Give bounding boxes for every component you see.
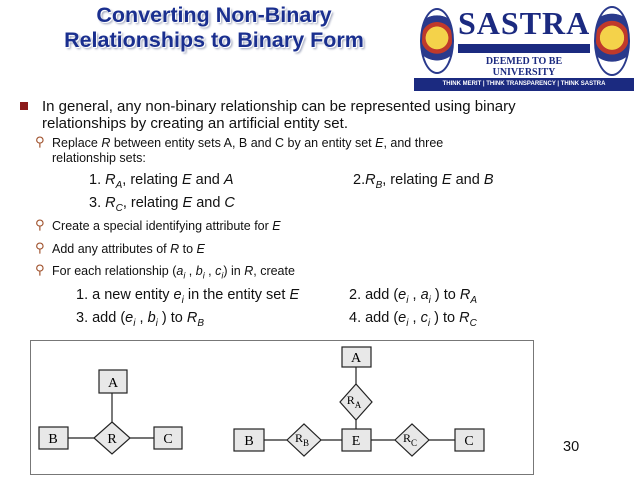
- university-logo: [414, 0, 634, 94]
- entity-a-label-right: A: [350, 351, 362, 366]
- entity-a-label: A: [107, 376, 119, 391]
- sub-bullet-replace-line-1: Replace R between entity sets A, B and C by an entity set E, and three: [52, 136, 444, 150]
- relationship-ra: 1. $R_A$, relating E and A: [89, 172, 234, 191]
- hollow-bullet-icon: ⚲: [35, 218, 45, 233]
- logo-subtitle: DEEMED TO BE UNIVERSITY: [485, 56, 563, 78]
- relationship-rb-label: $R_B$: [294, 431, 310, 448]
- create-item-1: 1. a new entity $e_i$ in the entity set E: [76, 287, 300, 306]
- entity-e-label: E: [351, 434, 361, 449]
- hollow-bullet-icon: ⚲: [35, 241, 45, 256]
- left-seal-icon: [420, 8, 454, 74]
- create-item-2: 2. add ($e_i$ , $a_i$ ) to $R_A$: [349, 287, 478, 306]
- slide-number: 30: [563, 439, 580, 455]
- sub-bullet-identifier: ⚲ Create a special identifying attribute for E: [35, 218, 281, 233]
- er-diagram: [31, 341, 532, 473]
- entity-c-label-right: C: [464, 434, 474, 449]
- relationship-r-label: R: [107, 432, 117, 447]
- title-line-1: Converting Non-Binary: [96, 3, 332, 27]
- hollow-bullet-icon: ⚲: [35, 263, 45, 278]
- hollow-bullet-icon: ⚲: [35, 135, 45, 150]
- title-line-2: Relationships to Binary Form: [64, 28, 364, 52]
- entity-c-label: C: [163, 432, 173, 447]
- entity-b-label-right: B: [244, 434, 254, 449]
- logo-brand: SASTRA: [458, 5, 591, 41]
- create-item-4: 4. add ($e_i$ , $c_i$ ) to $R_C$: [349, 310, 477, 329]
- sub-bullet-attributes: ⚲ Add any attributes of R to E: [35, 241, 205, 256]
- square-bullet-icon: [20, 102, 28, 110]
- relationship-rc-label: $R_C$: [402, 431, 418, 448]
- er-diagram-panel: [30, 340, 534, 475]
- create-item-3: 3. add ($e_i$ , $b_i$ ) to $R_B$: [76, 310, 205, 329]
- slide-title: [14, 3, 414, 53]
- sub-bullet-replace-line-2: relationship sets:: [52, 151, 146, 165]
- relationship-rc: 3. $R_C$, relating E and C: [89, 195, 235, 214]
- sub-bullet-for-each: ⚲ For each relationship ($a_i$ , $b_i$ , $c_i$) in R, create: [35, 263, 295, 281]
- relationship-rb: $2.R_B$, relating E and B: [353, 172, 494, 191]
- entity-b-label: B: [48, 432, 58, 447]
- relationship-ra-label: $R_A$: [346, 393, 362, 410]
- logo-tagline: THINK MERIT | THINK TRANSPARENCY | THINK SASTRA: [414, 78, 634, 91]
- right-seal-icon: [594, 6, 630, 76]
- main-bullet-line-1: In general, any non-binary relationship can be represented using binary: [42, 98, 516, 115]
- sub-bullet-replace: [35, 135, 444, 166]
- logo-strip: [458, 44, 590, 53]
- main-bullet-line-2: relationships by creating an artificial entity set.: [42, 115, 348, 132]
- main-bullet: [20, 98, 516, 132]
